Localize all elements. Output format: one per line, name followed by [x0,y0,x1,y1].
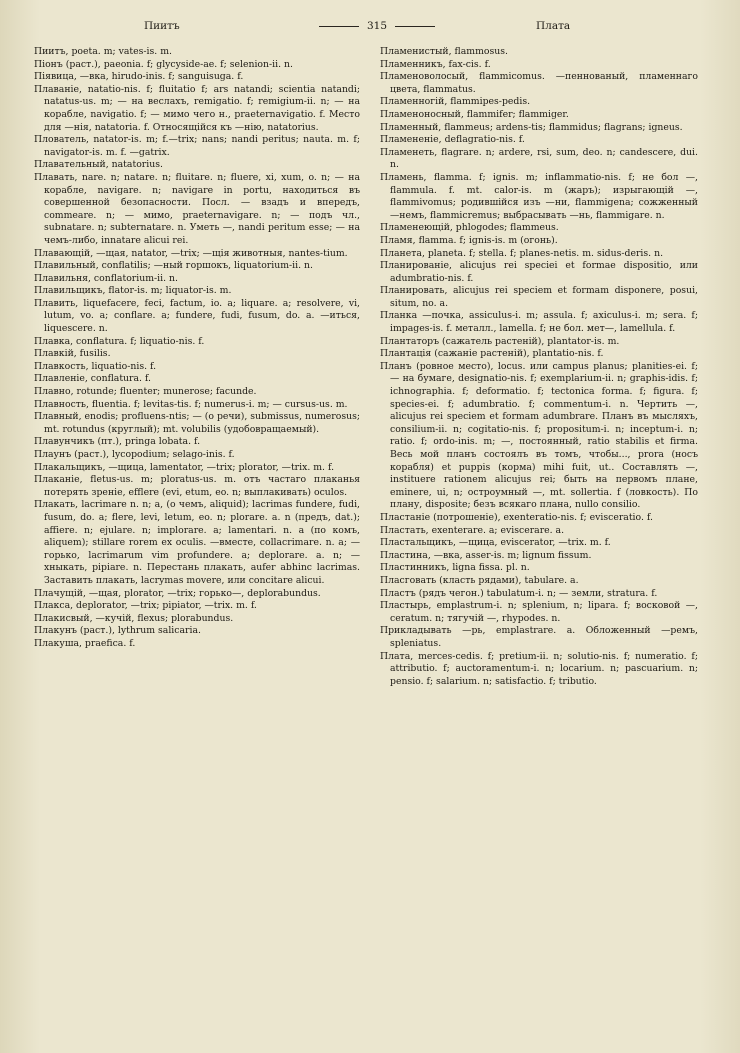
dictionary-entry: Плакса, deplorator, —trix; pipiator, —trix. m. f. [34,600,257,612]
dictionary-entry: Планировать, alicujus rei speciem et formam disponere, posui, situm, no. a. [380,285,698,309]
dictionary-entry: Пластальщикъ, —щица, eviscerator, —trix. m. f. [380,537,611,549]
header-right-word: Плата [536,20,571,32]
dictionary-entry: Плаканiе, fletus-us. m; ploratus-us. m. отъ частаго плаканья потерять зренiе, efflere (evi, etum, eo. n; выплакивать) oculos. [34,474,360,498]
dictionary-entry: Плавильня, conflatorium-ii. n. [34,272,178,284]
right-column [380,46,698,688]
dictionary-entry: Пластырь, emplastrum-i. n; splenium, n; lipara. f; восковой —, ceratum. n; тягучiй —, rhypodes. n. [380,600,698,624]
dictionary-entry: Пламень, flamma. f; ignis. m; inflammatio-nis. f; не бол —, flammula. f. mt. calor-is. m (жаръ); изрыгающiй —, flammivomus; родившiйся изъ —ни, flammigena; сожженный —немъ, flammicremus; выбрасывать —нь, flammigare. n. [380,171,698,221]
dictionary-entry: Пласговать (класть рядами), tabulare. a. [380,574,579,586]
dictionary-entry: Плавающiй, —щая, natator, —trix; —щiя животныя, nantes-tium. [34,247,348,259]
header-left-word: Пиитъ [144,20,180,32]
dictionary-entry: Плаванiе, natatio-nis. f; fluitatio f; ars natandi; scientia natandi; natatus-us. m; — на веслахъ, remigatio. f; remigium-ii. n; — на корабле, navigatio. f; — мимо чего н., praeternavigatio. f. Место для —нiя, natatoria. f. Относящiйся къ —нiю, natatorius. [34,83,360,133]
dictionary-entry: Пластанiе (потрошенiе), exenteratio-nis. f; evisceratio. f. [380,511,653,523]
dictionary-entry: Плакальщикъ, —щица, lamentator, —trix; plorator, —trix. m. f. [34,461,335,473]
dictionary-entry: Плавный, enodis; profluens-ntis; — (о речи), submissus, numerosus; mt. rotundus (круглый); mt. volubilis (удобовращаемый). [34,411,360,435]
dictionary-entry: Планка —почка, assiculus-i. m; assula. f; axiculus-i. m; sera. f; impages-is. f. металл., lamella. f; не бол. мет—, lamellula. f. [380,310,698,335]
dictionary-entry: Планированiе, alicujus rei speciei et formae dispositio, или adumbratio-nis. f. [380,260,698,284]
dictionary-entry: Пламенногiй, flammipes-pedis. [380,96,531,108]
dictionary-entry: Плаунъ (раст.), lycopodium; selago-inis. f. [34,449,235,460]
dictionary-entry: Плавно, rotunde; fluenter; munerose; facunde. [34,386,257,398]
dictionary-entry: Плакать, lacrimare n. n; a, (о чемъ, aliquid); lacrimas fundere, fudi, fusum, do. a; flere, levi, letum, eo. n; plorare. a. n (предъ, dat.); affiere. n; ejulare. n; implorare. a; lamentari. n. a (по комъ, aliquem); stillare rorem ex oculis. —вместе, collacrimare. n. a; — горько, lacrimarum vim profundere. a; deplorare. a. n; — хныкать, pipiare. n. Перестань плакать, aufer abhinc lacrimas. Заставить плакать, lacrymas movere, или concitare alicui. [34,499,360,586]
dictionary-entry: Пластать, exenterare. a; eviscerare. a. [380,524,565,536]
header-rule-left [319,26,359,27]
dictionary-entry: Пламененiе, deflagratio-nis. f. [380,134,525,146]
dictionary-entry: Плантацiя (сажанiе растенiй), plantatio-nis. f. [380,348,604,360]
dictionary-entry: Пламенистый, flammosus. [380,46,508,57]
dictionary-entry: Пластина, —вка, asser-is. m; lignum fissum. [380,549,592,561]
header-rule-right [395,26,435,27]
dictionary-entry: Плавательный, natatorius. [34,159,163,171]
dictionary-entry: Пламенеть, flagrare. n; ardere, rsi, sum, deo. n; candescere, dui. n. [380,146,698,171]
dictionary-entry: Плантаторъ (сажатель растенiй), plantator-is. m. [380,335,620,347]
dictionary-entry: Плавкость, liquatio-nis. f. [34,360,157,372]
dictionary-entry: Плавленiе, conflatura. f. [34,373,152,385]
dictionary-entry: Плавка, conflatura. f; liquatio-nis. f. [34,335,205,347]
running-header [36,16,718,36]
dictionary-entry: Плавать, nare. n; natare. n; fluitare. n; fluere, xi, xum, o. n; — на корабле, navigare. n; navigare in portu, находиться въ совершенной безопасности. Посл. — взадъ и впередъ, commeare. n; — мимо, praeternavigare. n; — подъ чл., subnatare. n; subternatare. n. Уметь —, nandi peritum esse; — на чемъ-либо, innatare alicui rei. [34,171,360,246]
dictionary-entry: Пламя, flamma. f; ignis-is. m (огонь). [380,234,558,246]
dictionary-entry: Пiявица, —вка, hirudo-inis. f; sanguisuga. f. [34,71,244,83]
dictionary-entry: Плата, merces-cedis. f; pretium-ii. n; solutio-nis. f; numeratio. f; attributio. f; auctoramentum-i. n; locarium. n; pascuarium. n; pensio. f; salarium. n; satisfactio. f; tributio. [380,650,698,687]
page-number: 315 [366,20,388,32]
dictionary-entry: Плавность, fluentia. f; levitas-tis. f; numerus-i. m; — cursus-us. m. [34,398,348,410]
dictionary-entry: Пламенеющiй, phlogodes; flammeus. [380,222,559,234]
dictionary-entry: Плавунчикъ (пт.), pringa lobata. f. [34,436,201,448]
dictionary-entry: Плачущiй, —щая, plorator, —trix; горько—, deplorabundus. [34,587,321,599]
dictionary-entry: Планета, planeta. f; stella. f; planes-netis. m. sidus-deris. n. [380,247,664,259]
dictionary-entry: Пiонъ (раст.), paeonia. f; glycyside-ae. f; selenion-ii. n. [34,58,293,70]
dictionary-entry: Плавильщикъ, flator-is. m; liquator-is. m. [34,285,232,297]
dictionary-entry: Прикладывать —рь, emplastrare. a. Обложенный —ремъ, spleniatus. [380,625,698,649]
dictionary-entry: Плакисвый, —кучiй, flexus; plorabundus. [34,612,234,624]
dictionary-entry: Плавить, liquefacere, feci, factum, io. a; liquare. a; resolvere, vi, lutum, vo. a; conflare. a; fundere, fudi, fusum, do. a. —иться, liquescere. n. [34,297,360,335]
dictionary-entry: Пламенный, flammeus; ardens-tis; flammidus; flagrans; igneus. [380,121,683,133]
dictionary-entry: Плакунъ (раст.), lythrum salicaria. [34,625,201,637]
dictionary-entry: Планъ (ровное место), locus. или campus planus; planities-ei. f; — на бумаге, designatio-nis. f; exemplarium-ii. n; graphis-idis. f; ichnographia. f; deformatio. f; tectonica forma. f; figura. f; species-ei. f; adumbratio. f; commentum-i. n. Чертить —, alicujus rei speciem et formam adumbrare. Планъ въ мысляхъ, consilium-ii. n; cogitatio-nis. f; propositum-i. n; inceptum-i. n; ratio. f; ordo-inis. m; —, постоянный, ratio stabilis et firma. Весь мой планъ состоялъ въ томъ, чтобы..., prora (носъ корабля) et puppis (корма) mihi fuit, ut.. Составлять —, instituere rationem alicujus rei; быть на первомъ плане, eminere, ui, n; остроумный —, mt. sollertia. f (ловкость). По плану, disposite; безъ всякаго плана, nullo consilio. [380,360,698,511]
dictionary-entry: Пламеноносный, flammifer; flammiger. [380,108,569,120]
dictionary-entry: Пластъ (рядъ чегон.) tabulatum-i. n; — земли, stratura. f. [380,587,658,599]
dictionary-entry: Плавкiй, fusilis. [34,348,111,360]
left-column [34,46,360,651]
dictionary-entry: Пламенникъ, fax-cis. f. [380,58,491,70]
dictionary-entry: Пиитъ, poeta. m; vates-is. m. [34,46,172,57]
dictionary-entry: Плователь, natator-is. m; f.—trix; nans; nandi peritus; nauta. m. f; navigator-is. m. f. —gatrix. [34,134,360,158]
header-page-number-group [36,20,718,32]
dictionary-entry: Пластинникъ, ligna fissa. pl. n. [380,562,530,574]
dictionary-entry: Плавильный, conflatilis; —ный горшокъ, liquatorium-ii. n. [34,260,313,272]
dictionary-entry: Пламеноволосый, flammicomus. —пеннованый, пламеннаго цвета, flammatus. [380,71,698,95]
dictionary-entry: Плакуша, praefica. f. [34,637,136,649]
